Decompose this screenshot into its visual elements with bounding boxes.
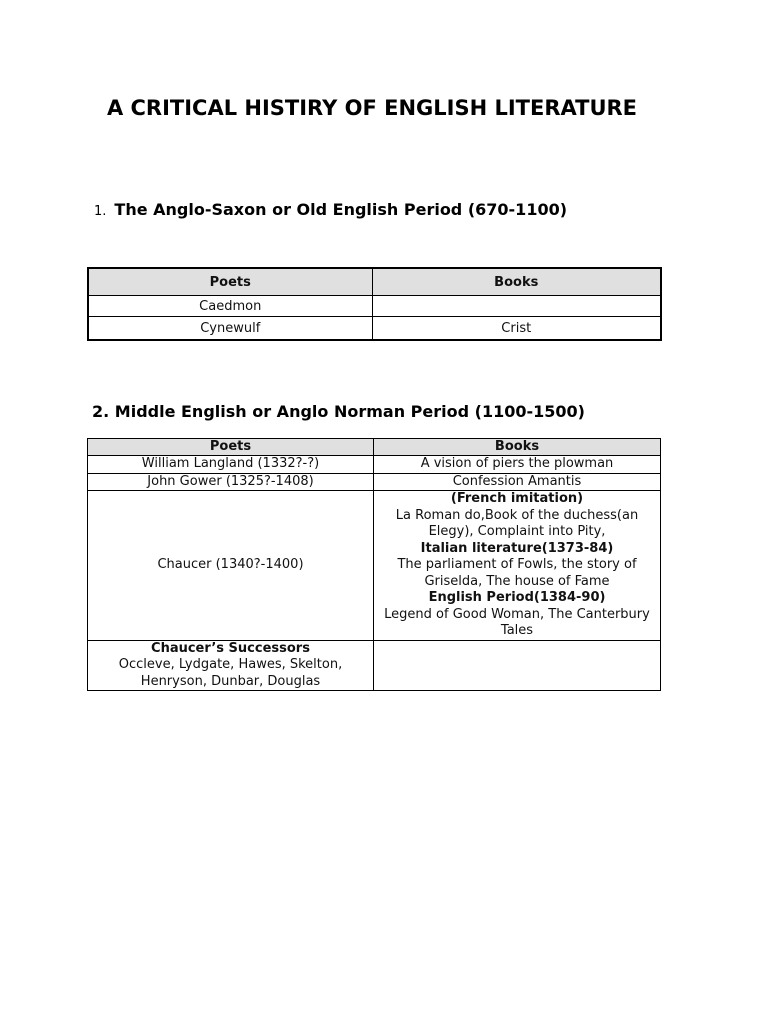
middle-english-table — [87, 438, 661, 691]
section-1-heading-text: The Anglo-Saxon or Old English Period (670-1100) — [114, 200, 568, 219]
table-row — [88, 317, 661, 341]
successors-heading: Chaucer’s Successors — [151, 640, 310, 656]
italian-literature-books: The parliament of Fowls, the story of Griselda, The house of Fame — [397, 557, 637, 589]
chaucer-books-cell — [374, 491, 661, 641]
table-row-successors — [88, 640, 661, 691]
page-title: A CRITICAL HISTIRY OF ENGLISH LITERATURE — [106, 96, 638, 120]
books-cell: A vision of piers the plowman — [374, 456, 661, 474]
english-period-heading: English Period(1384-90) — [428, 590, 606, 605]
table-header-poets: Poets — [88, 439, 374, 456]
table-row — [88, 473, 661, 491]
table-row — [88, 296, 661, 317]
section-1-number: 1. — [94, 204, 107, 219]
poet-cell: William Langland (1332?-?) — [88, 456, 374, 474]
english-period-books: Legend of Good Woman, The Canterbury Tales — [384, 606, 650, 638]
successors-names: Occleve, Lydgate, Hawes, Skelton, Henryson, Dunbar, Douglas — [118, 657, 343, 689]
italian-literature-heading: Italian literature(1373-84) — [420, 540, 614, 556]
poet-cell: Caedmon — [88, 296, 372, 317]
poet-cell: Cynewulf — [88, 317, 372, 341]
table-header-books: Books — [372, 268, 661, 296]
section-1-heading — [94, 200, 567, 222]
table-row-chaucer — [88, 491, 661, 641]
books-cell: Confession Amantis — [374, 473, 661, 491]
old-english-table — [87, 267, 662, 341]
french-imitation-books: La Roman do,Book of the duchess(an Elegy), Complaint into Pity, — [395, 507, 639, 539]
poet-cell: Chaucer (1340?-1400) — [88, 491, 374, 641]
books-cell — [374, 640, 661, 691]
poet-cell: John Gower (1325?-1408) — [88, 473, 374, 491]
successors-cell — [88, 640, 374, 691]
table-row — [88, 456, 661, 474]
books-cell — [372, 296, 661, 317]
table-header-books: Books — [374, 439, 661, 456]
table-header-poets: Poets — [88, 268, 372, 296]
french-imitation-heading: (French imitation) — [450, 491, 584, 506]
section-2-heading: 2. Middle English or Anglo Norman Period (1100-1500) — [92, 402, 585, 421]
books-cell: Crist — [372, 317, 661, 341]
